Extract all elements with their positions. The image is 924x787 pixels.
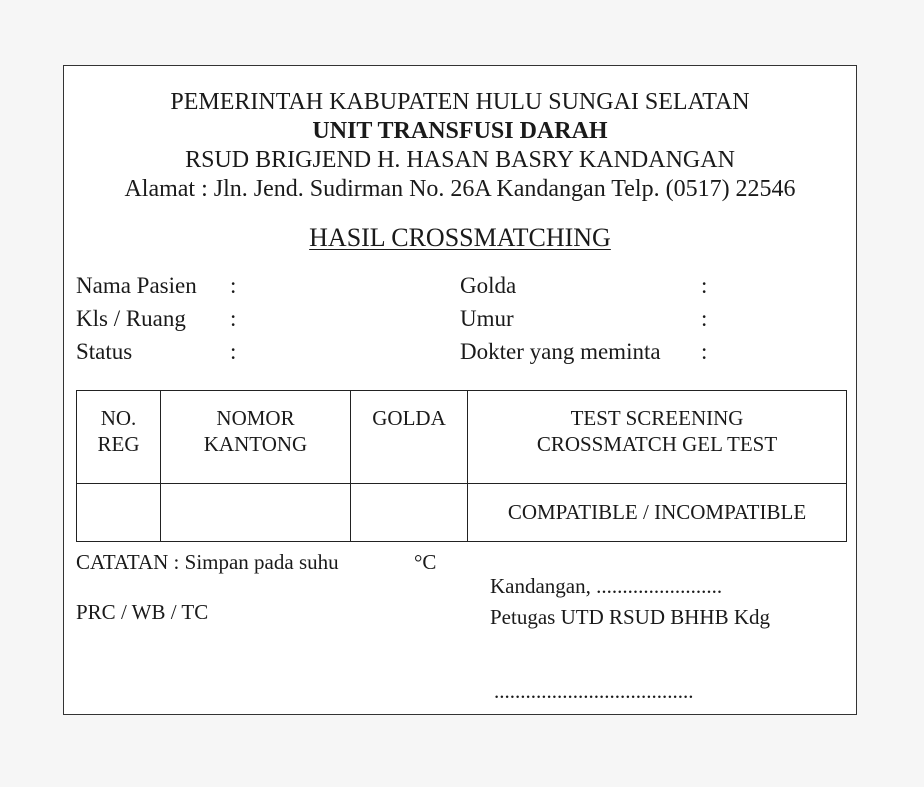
header-nomor-kantong: NOMOR KANTONG <box>161 391 351 484</box>
colon-kls-ruang: : <box>230 306 237 331</box>
label-golda: Golda <box>460 273 517 298</box>
label-umur: Umur <box>460 306 514 331</box>
crossmatch-table <box>76 390 847 542</box>
header-test-screening: TEST SCREENING CROSSMATCH GEL TEST <box>468 391 847 484</box>
table-header-row <box>77 391 847 484</box>
header-hospital: RSUD BRIGJEND H. HASAN BASRY KANDANGAN <box>185 147 735 173</box>
note-place-date: Kandangan, ........................ <box>490 574 723 598</box>
cell-no-reg <box>77 484 161 542</box>
header-no-reg: NO. REG <box>77 391 161 484</box>
colon-golda: : <box>701 273 708 298</box>
crossmatching-form <box>63 65 857 715</box>
colon-dokter: : <box>701 339 708 364</box>
cell-nomor-kantong <box>161 484 351 542</box>
cell-golda <box>351 484 468 542</box>
signature-line: ...................................... <box>494 679 694 703</box>
note-petugas: Petugas UTD RSUD BHHB Kdg <box>490 605 771 629</box>
header-address: Alamat : Jln. Jend. Sudirman No. 26A Kandangan Telp. (0517) 22546 <box>124 176 796 202</box>
colon-nama-pasien: : <box>230 273 237 298</box>
letterhead <box>64 88 856 204</box>
note-degree: °C <box>414 550 437 574</box>
label-dokter: Dokter yang meminta <box>460 339 661 364</box>
header-government: PEMERINTAH KABUPATEN HULU SUNGAI SELATAN <box>170 89 750 115</box>
table-row <box>77 484 847 542</box>
cell-result: COMPATIBLE / INCOMPATIBLE <box>468 484 847 542</box>
note-product: PRC / WB / TC <box>76 600 209 624</box>
header-golda: GOLDA <box>351 391 468 484</box>
form-title: HASIL CROSSMATCHING <box>309 223 611 252</box>
label-kls-ruang: Kls / Ruang <box>76 306 186 331</box>
colon-status: : <box>230 339 237 364</box>
label-nama-pasien: Nama Pasien <box>76 273 197 298</box>
label-status: Status <box>76 339 133 364</box>
colon-umur: : <box>701 306 708 331</box>
header-unit: UNIT TRANSFUSI DARAH <box>312 118 608 144</box>
note-catatan: CATATAN : Simpan pada suhu <box>76 550 339 574</box>
